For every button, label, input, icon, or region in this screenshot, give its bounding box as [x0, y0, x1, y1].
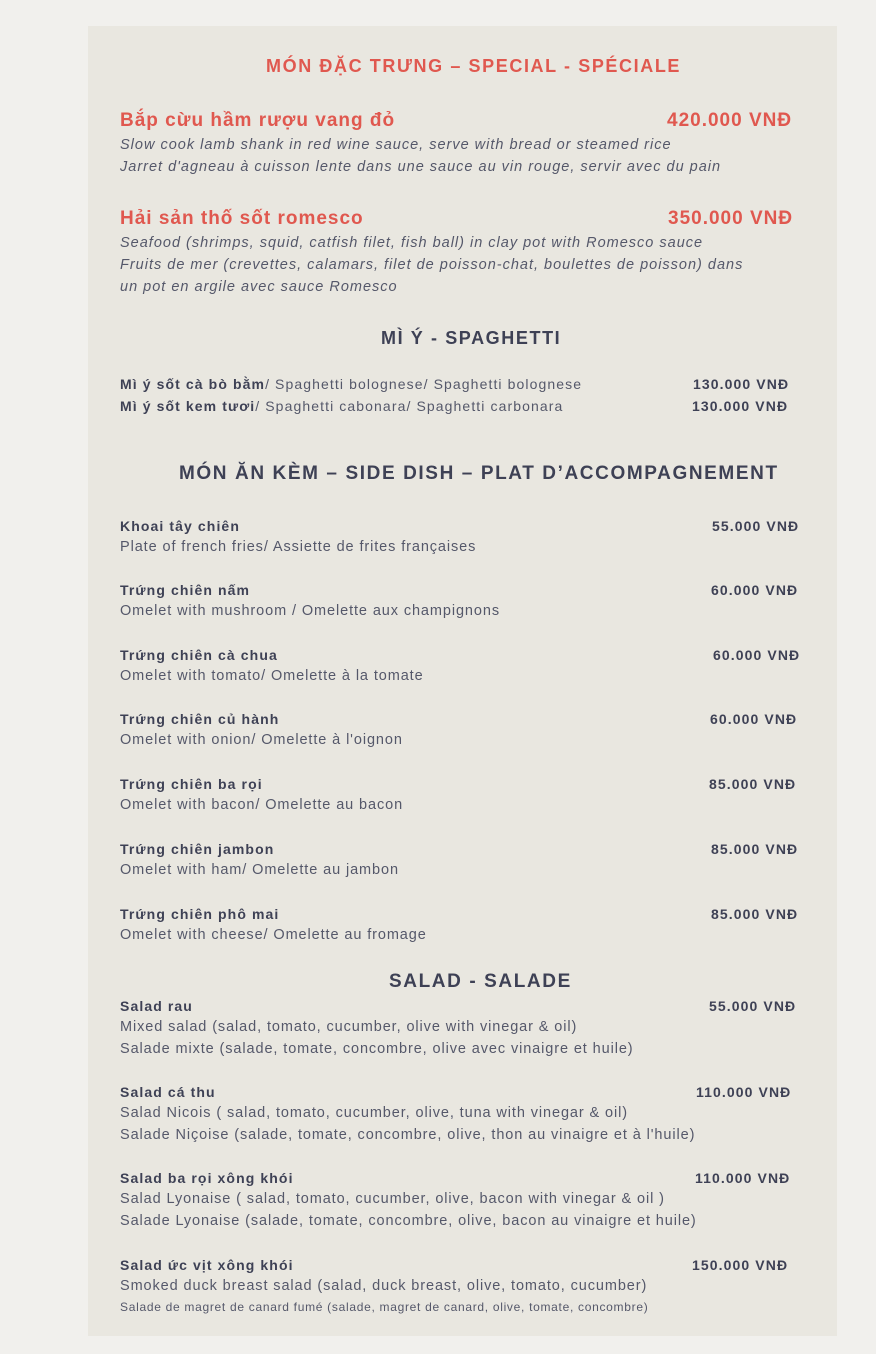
salad-item-price: 110.000 VNĐ [695, 1170, 791, 1186]
side-item-name: Trứng chiên củ hành [120, 711, 280, 727]
salad-section-title: SALAD - SALADE [389, 971, 572, 992]
salad-item-desc-en: Smoked duck breast salad (salad, duck breast, olive, tomato, cucumber) [120, 1278, 648, 1294]
side-item-name: Khoai tây chiên [120, 518, 240, 534]
side-item-desc: Omelet with cheese/ Omelette au fromage [120, 927, 427, 943]
side-item-name: Trứng chiên jambon [120, 841, 275, 857]
side-item-price: 60.000 VNĐ [711, 582, 799, 598]
side-item-name: Trứng chiên cà chua [120, 647, 278, 663]
side-item-price: 85.000 VNĐ [711, 906, 799, 922]
spaghetti-item [120, 398, 563, 414]
side-item-price: 85.000 VNĐ [709, 776, 797, 792]
special-item-price: 350.000 VNĐ [668, 208, 794, 229]
side-item-price: 60.000 VNĐ [713, 647, 801, 663]
side-item-name: Trứng chiên nấm [120, 582, 251, 598]
spaghetti-item-desc: / Spaghetti bolognese/ Spaghetti bolognese [265, 376, 583, 392]
side-item-price: 60.000 VNĐ [710, 711, 798, 727]
special-item-name: Bắp cừu hầm rượu vang đỏ [120, 110, 396, 131]
special-item-desc-fr: Jarret d'agneau à cuisson lente dans une sauce au vin rouge, servir avec du pain [120, 159, 722, 175]
salad-item-name: Salad cá thu [120, 1084, 216, 1100]
salad-item-price: 150.000 VNĐ [692, 1257, 789, 1273]
spaghetti-item-name: Mì ý sốt kem tươi [120, 398, 256, 414]
side-item-desc: Omelet with onion/ Omelette à l'oignon [120, 732, 403, 748]
side-item-name: Trứng chiên phô mai [120, 906, 280, 922]
side-item-price: 85.000 VNĐ [711, 841, 799, 857]
spaghetti-item-name: Mì ý sốt cà bò bằm [120, 376, 266, 392]
salad-item-desc-en: Salad Nicois ( salad, tomato, cucumber, olive, tuna with vinegar & oil) [120, 1105, 628, 1121]
salad-item-desc-fr: Salade de magret de canard fumé (salade, magret de canard, olive, tomate, concombre) [120, 1300, 649, 1314]
side-item-name: Trứng chiên ba rọi [120, 776, 263, 792]
side-item-desc: Omelet with bacon/ Omelette au bacon [120, 797, 404, 813]
salad-item-desc-fr: Salade Niçoise (salade, tomate, concombre, olive, thon au vinaigre et à l'huile) [120, 1127, 696, 1143]
salad-item-desc-en: Mixed salad (salad, tomato, cucumber, olive with vinegar & oil) [120, 1019, 578, 1035]
salad-item-name: Salad ức vịt xông khói [120, 1257, 294, 1273]
special-item-name: Hải sản thố sốt romesco [120, 208, 364, 229]
side-item-desc: Omelet with ham/ Omelette au jambon [120, 862, 399, 878]
special-item-desc-fr-cont: un pot en argile avec sauce Romesco [120, 279, 398, 295]
special-item-price: 420.000 VNĐ [667, 110, 793, 131]
special-item-desc-en: Slow cook lamb shank in red wine sauce, serve with bread or steamed rice [120, 137, 672, 153]
special-item-desc-en: Seafood (shrimps, squid, catfish filet, fish ball) in clay pot with Romesco sauce [120, 235, 704, 251]
salad-item-desc-en: Salad Lyonaise ( salad, tomato, cucumber, olive, bacon with vinegar & oil ) [120, 1191, 665, 1207]
side-item-price: 55.000 VNĐ [712, 518, 800, 534]
salad-item-desc-fr: Salade Lyonaise (salade, tomate, concombre, olive, bacon au vinaigre et huile) [120, 1213, 697, 1229]
side-item-desc: Omelet with mushroom / Omelette aux champignons [120, 603, 500, 619]
spaghetti-item-desc: / Spaghetti cabonara/ Spaghetti carbonara [255, 398, 564, 414]
spaghetti-item [120, 376, 582, 392]
side-item-desc: Plate of french fries/ Assiette de frites françaises [120, 539, 477, 555]
salad-item-price: 55.000 VNĐ [709, 998, 797, 1014]
side-section-title: MÓN ĂN KÈM – SIDE DISH – PLAT D’ACCOMPAGNEMENT [179, 463, 779, 484]
spaghetti-section-title: MÌ Ý - SPAGHETTI [381, 328, 562, 348]
side-item-desc: Omelet with tomato/ Omelette à la tomate [120, 668, 424, 684]
salad-item-name: Salad rau [120, 998, 193, 1014]
salad-item-desc-fr: Salade mixte (salade, tomate, concombre, olive avec vinaigre et huile) [120, 1041, 634, 1057]
special-item-desc-fr: Fruits de mer (crevettes, calamars, filet de poisson-chat, boulettes de poisson) dans [120, 257, 744, 273]
salad-item-name: Salad ba rọi xông khói [120, 1170, 294, 1186]
spaghetti-item-price: 130.000 VNĐ [693, 376, 790, 392]
salad-item-price: 110.000 VNĐ [696, 1084, 792, 1100]
special-section-title: MÓN ĐẶC TRƯNG – SPECIAL - SPÉCIALE [266, 56, 682, 76]
spaghetti-item-price: 130.000 VNĐ [692, 398, 789, 414]
